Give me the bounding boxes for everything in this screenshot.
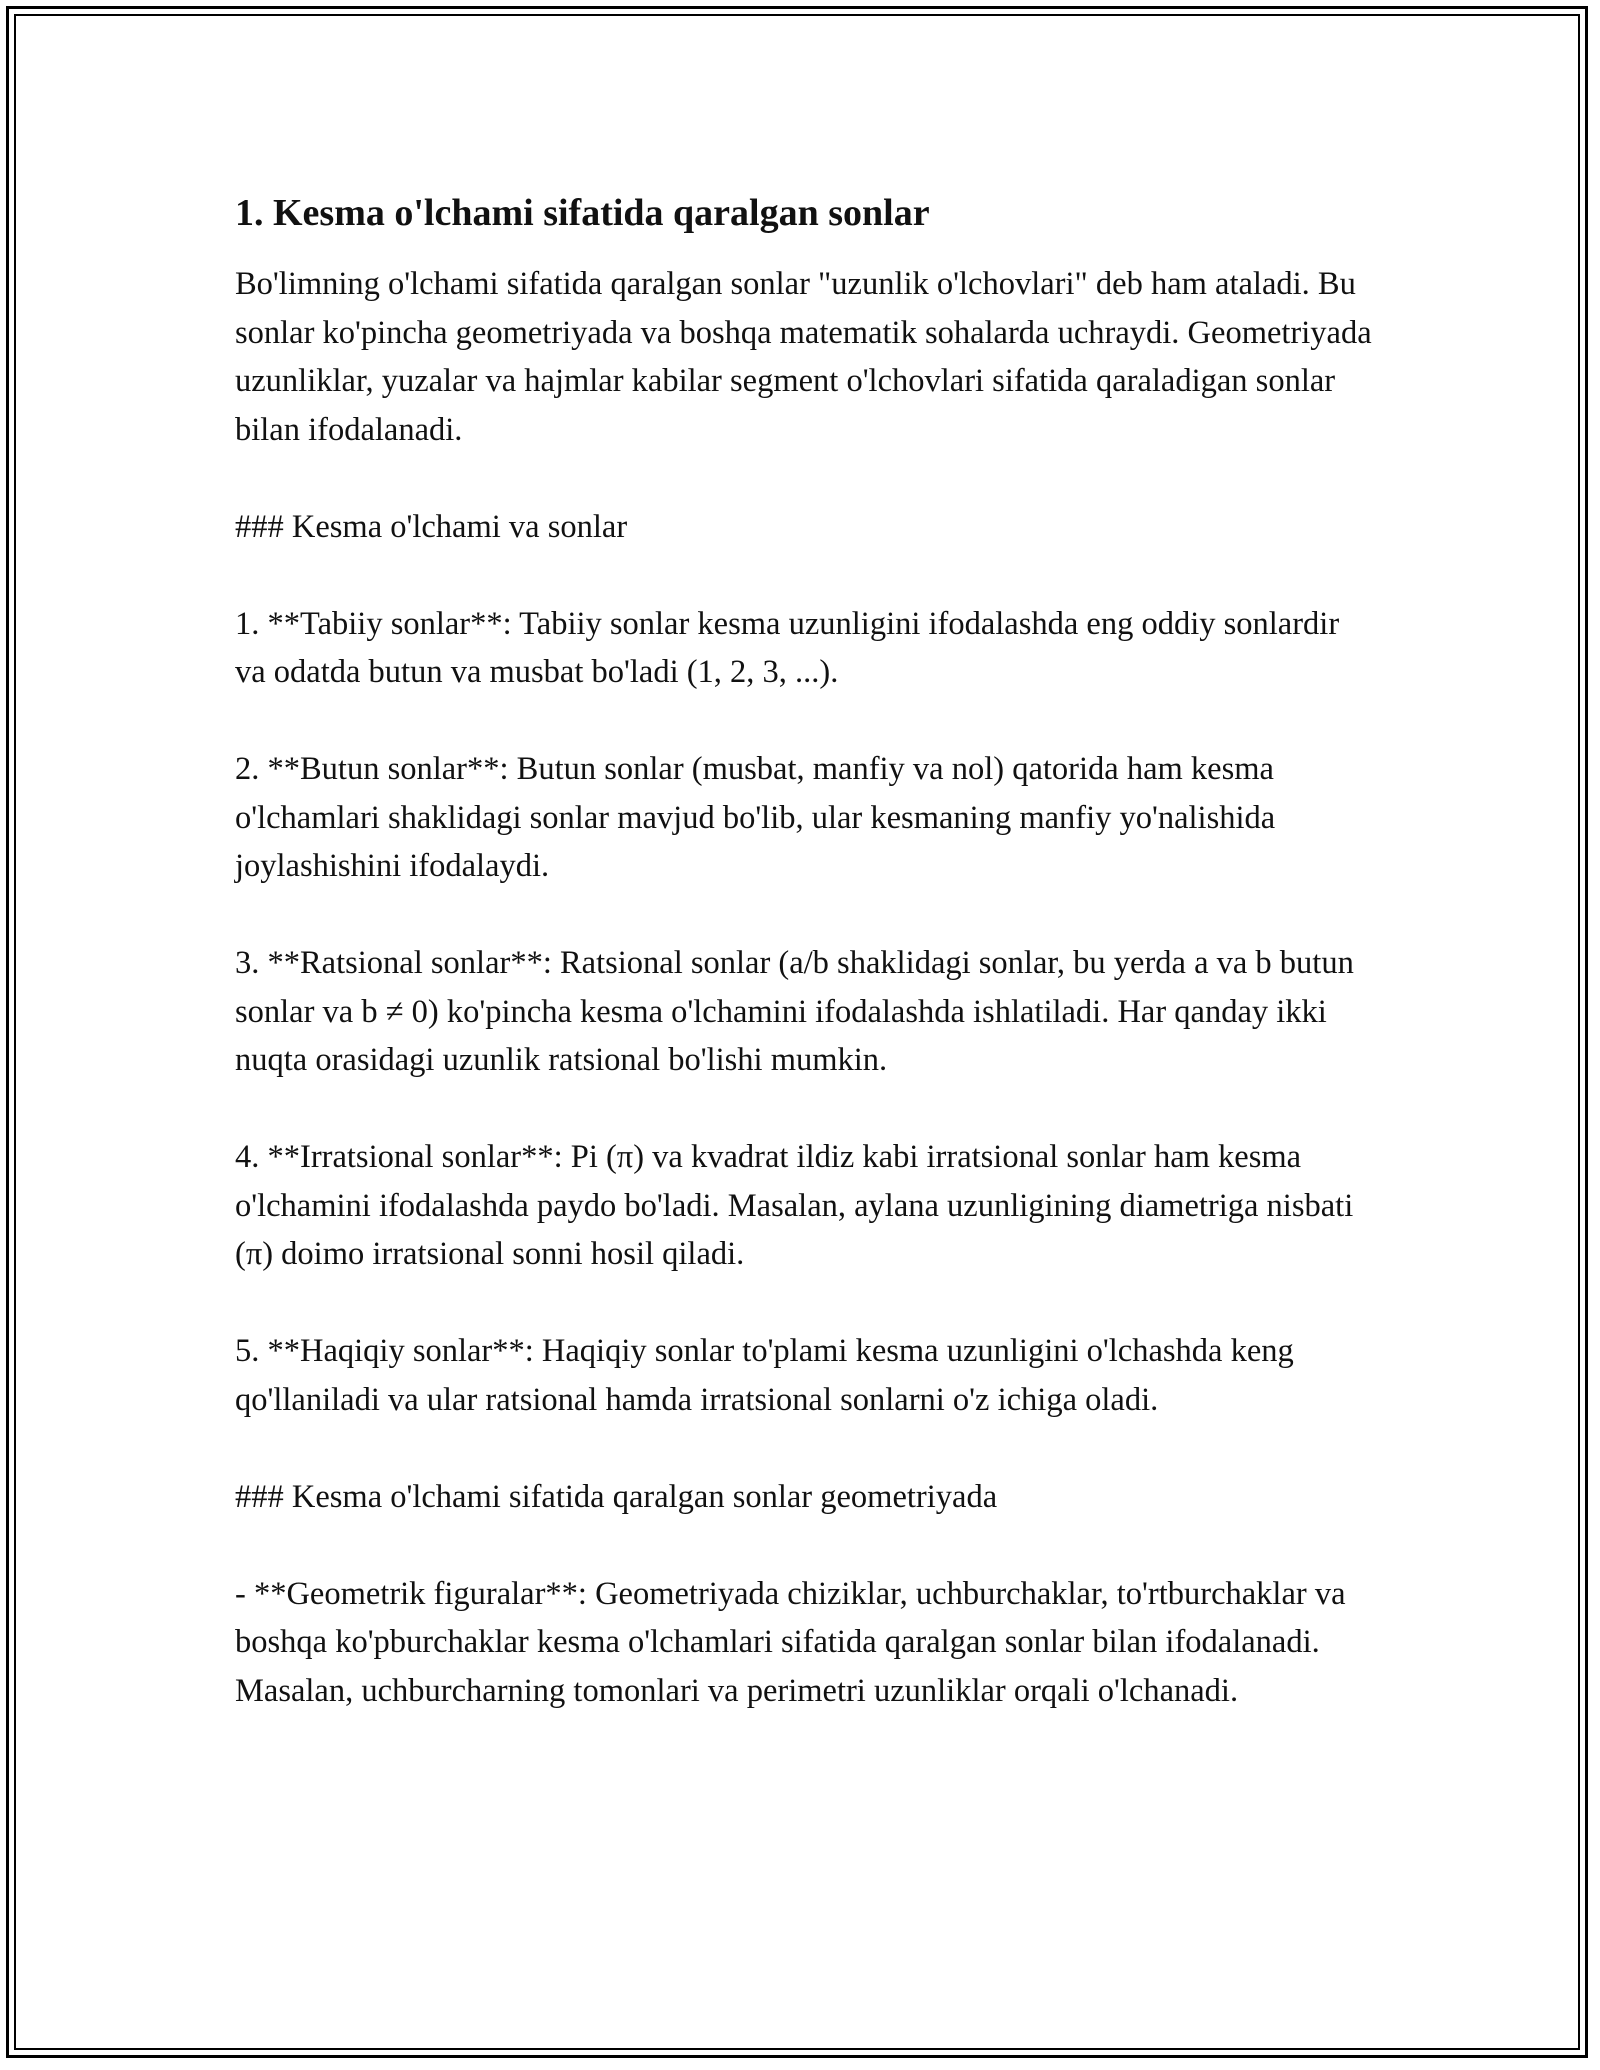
document-body	[235, 186, 1375, 1764]
document-title: 1. Kesma o'lchami sifatida qaralgan sonlar	[235, 192, 930, 234]
bullet-geometrik-figuralar: - **Geometrik figuralar**: Geometriyada chiziklar, uchburchaklar, to'rtburchaklar va boshqa ko'pburchaklar kesma o'lchamlari sifatida qaralgan sonlar bilan ifodalanadi. Masalan, uchburcharning tomonlari va perimetri uzunliklar orqali o'lchanadi.	[235, 1575, 1346, 1709]
subheading-kesma-olchami-va-sonlar: ### Kesma o'lchami va sonlar	[235, 508, 628, 545]
list-item-butun-sonlar: 2. **Butun sonlar**: Butun sonlar (musbat, manfiy va nol) qatorida ham kesma o'lchamlari shaklidagi sonlar mavjud bo'lib, ular kesmaning manfiy yo'nalishida joylashishini ifodalaydi.	[235, 751, 1276, 884]
subheading-geometriyada: ### Kesma o'lchami sifatida qaralgan sonlar geometriyada	[235, 1478, 998, 1515]
list-item-haqiqiy-sonlar: 5. **Haqiqiy sonlar**: Haqiqiy sonlar to'plami kesma uzunligini o'lchashda keng qo'llaniladi va ular ratsional hamda irratsional sonlarni o'z ichiga oladi.	[235, 1333, 1294, 1418]
list-item-ratsional-sonlar: 3. **Ratsional sonlar**: Ratsional sonlar (a/b shaklidagi sonlar, bu yerda a va b butun sonlar va b ≠ 0) ko'pincha kesma o'lchamini ifodalashda ishlatiladi. Har qanday ikki nuqta orasidagi uzunlik ratsional bo'lishi mumkin.	[235, 945, 1354, 1078]
intro-paragraph: Bo'limning o'lchami sifatida qaralgan sonlar "uzunlik o'lchovlari" deb ham ataladi. Bu sonlar ko'pincha geometriyada va boshqa matematik sohalarda uchraydi. Geometriyada uzunliklar, yuzalar va hajmlar kabilar segment o'lchovlari sifatida qaraladigan sonlar bilan ifodalanadi.	[235, 266, 1372, 448]
list-item-tabiiy-sonlar: 1. **Tabiiy sonlar**: Tabiiy sonlar kesma uzunligini ifodalashda eng oddiy sonlardir va odatda butun va musbat bo'ladi (1, 2, 3, ...).	[235, 605, 1340, 690]
list-item-irratsional-sonlar: 4. **Irratsional sonlar**: Pi (π) va kvadrat ildiz kabi irratsional sonlar ham kesma o'lchamini ifodalashda paydo bo'ladi. Masalan, aylana uzunligining diametriga nisbati (π) doimo irratsional sonni hosil qiladi.	[235, 1139, 1354, 1272]
